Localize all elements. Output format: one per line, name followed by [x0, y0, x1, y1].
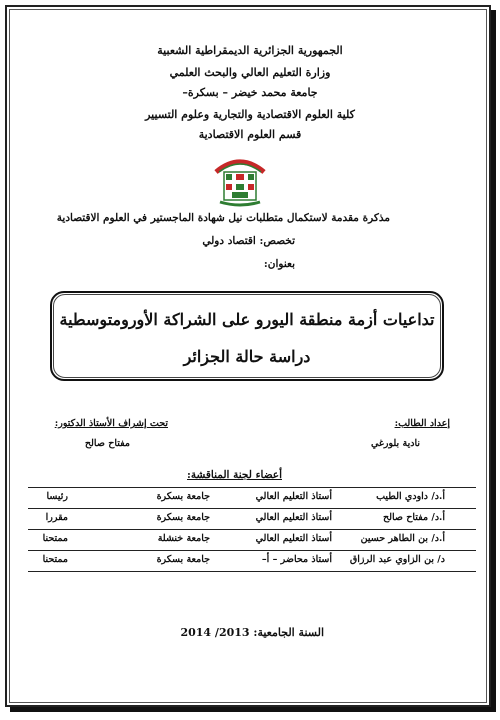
specialization: تخصص: اقتصاد دولي: [202, 235, 295, 247]
department-name: قسم العلوم الاقتصادية: [198, 128, 302, 141]
supervisor-name: مفتاح صالح: [84, 438, 130, 449]
committee-row-rule: [28, 508, 476, 509]
university-name: جامعة محمد خيضر – بسكرة–: [182, 86, 318, 99]
university-logo: [210, 150, 270, 208]
committee-top-rule: [28, 487, 476, 488]
student-label: إعداد الطالب:: [394, 418, 450, 429]
committee-member-role: ممتحنا: [42, 533, 68, 544]
committee-member-rank: أستاذ محاضر – أ–: [261, 554, 332, 565]
committee-member-name: أ.د/ داودي الطيب: [376, 491, 445, 502]
page-shadow-bottom: [10, 707, 496, 712]
committee-heading: أعضاء لجنة المناقشة:: [187, 469, 282, 481]
committee-member-role: رئيسا: [46, 491, 68, 502]
academic-year: السنة الجامعية: 2013/ 2014: [180, 626, 324, 639]
student-name: نادية بلورغي: [371, 438, 420, 449]
committee-member-university: جامعة بسكرة: [156, 512, 210, 523]
faculty-name: كلية العلوم الاقتصادية والتجارية وعلوم التسيير: [145, 108, 355, 121]
committee-member-role: مقررا: [45, 512, 68, 523]
thesis-subtitle: دراسة حالة الجزائر: [183, 347, 311, 366]
committee-member-university: جامعة خنشلة: [157, 533, 210, 544]
committee-bottom-rule: [28, 571, 476, 572]
committee-row-rule: [28, 529, 476, 530]
committee-member-name: د/ بن الزاوي عبد الرزاق: [349, 554, 445, 565]
committee-member-rank: أستاذ التعليم العالي: [255, 491, 332, 502]
committee-member-name: أ.د/ بن الطاهر حسين: [360, 533, 445, 544]
republic-name: الجمهورية الجزائرية الديمقراطية الشعبية: [157, 44, 343, 57]
committee-member-rank: أستاذ التعليم العالي: [255, 512, 332, 523]
thesis-title: تداعيات أزمة منطقة اليورو على الشراكة الأورومتوسطية: [59, 310, 435, 329]
committee-member-rank: أستاذ التعليم العالي: [255, 533, 332, 544]
under-title-label: بعنوان:: [263, 258, 295, 270]
committee-member-role: ممتحنا: [42, 554, 68, 565]
ministry-name: وزارة التعليم العالي والبحث العلمي: [169, 66, 331, 79]
committee-member-university: جامعة بسكرة: [156, 554, 210, 565]
committee-row-rule: [28, 550, 476, 551]
supervisor-label: تحت إشراف الأستاذ الدكتور:: [54, 418, 168, 429]
committee-member-name: أ.د/ مفتاح صالح: [382, 512, 445, 523]
committee-member-university: جامعة بسكرة: [156, 491, 210, 502]
thesis-description: مذكرة مقدمة لاستكمال متطلبات نيل شهادة الماجستير في العلوم الاقتصادية: [56, 212, 390, 224]
